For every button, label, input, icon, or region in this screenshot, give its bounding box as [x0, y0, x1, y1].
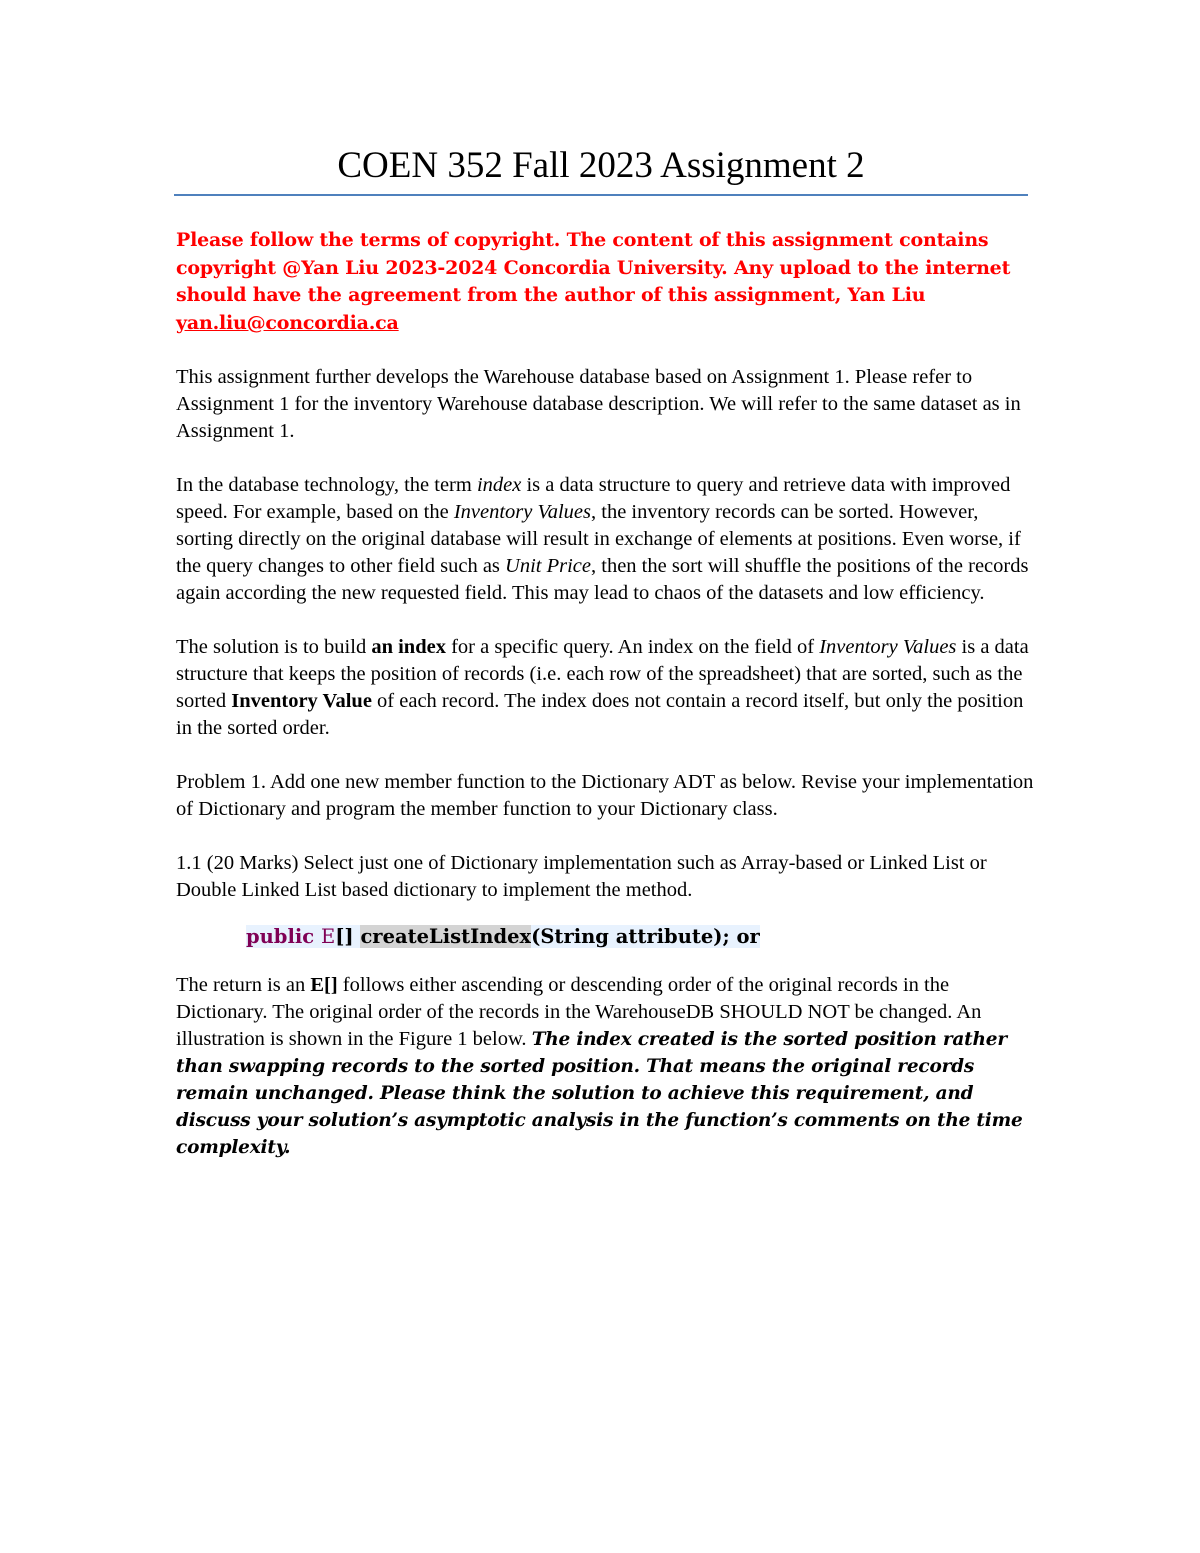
- bold-term: an index: [371, 636, 446, 658]
- solution-paragraph: [176, 634, 1036, 742]
- requirement-emphasis: The index created is the sorted position rather than swapping records to the sorted position. That means the original records remain unchanged. Please think the solution to achieve this requirement, and discuss your solution’s asymptotic analysis in the function’s comments on the time complexity.: [176, 1029, 1023, 1158]
- bold-term: Inventory Value: [231, 690, 372, 712]
- method-signature: [246, 922, 1036, 952]
- text-run: The return is an: [176, 974, 311, 996]
- problem-1-paragraph: Problem 1. Add one new member function to the Dictionary ADT as below. Revise your implementation of Dictionary and program the member function to your Dictionary class.: [176, 771, 1034, 820]
- code-brackets: []: [335, 925, 361, 948]
- text-run: follows either ascending or descending order of the original records in the Dictionary. The original order of the records in the WarehouseDB SHOULD NOT be changed. An illustration is shown in the Figure 1 below.: [176, 974, 982, 1050]
- title-underline: [174, 194, 1028, 196]
- text-run: is a data structure that keeps the position of records (i.e. each row of the spreadsheet) that are sorted, such as the sorted: [176, 636, 1029, 712]
- bold-term: E[]: [310, 974, 338, 996]
- author-email-link[interactable]: yan.liu@concordia.ca: [176, 311, 399, 334]
- return-description-paragraph: [176, 972, 1036, 1161]
- document-title: COEN 352 Fall 2023 Assignment 2: [337, 145, 865, 186]
- italic-term: Unit Price: [505, 555, 591, 577]
- text-run: for a specific query. An index on the field of: [445, 636, 820, 658]
- italic-term: index: [476, 474, 522, 496]
- text-run: The solution is to build: [176, 636, 372, 658]
- italic-term: Inventory Values: [453, 501, 592, 523]
- document-body: [176, 227, 1036, 1188]
- text-run: of each record. The index does not contain a record itself, but only the position in the sorted order.: [176, 690, 1024, 739]
- index-definition-paragraph: [176, 472, 1036, 607]
- text-run: is a data structure to query and retrieve data with improved speed. For example, based on the: [176, 474, 1011, 523]
- code-arguments: (String attribute); or: [531, 925, 760, 948]
- intro-paragraph: This assignment further develops the Warehouse database based on Assignment 1. Please refer to Assignment 1 for the inventory Warehouse database description. We will refer to the same dataset as in Assignment 1.: [176, 366, 1021, 442]
- problem-1-1-paragraph: 1.1 (20 Marks) Select just one of Dictionary implementation such as Array-based or Linked List or Double Linked List based dictionary to implement the method.: [176, 852, 987, 901]
- copyright-notice-text: Please follow the terms of copyright. The content of this assignment contains copyright @Yan Liu 2023-2024 Concordia University. Any upload to the internet should have the agreement from the author of this assignment, Yan Liu: [176, 229, 1011, 306]
- code-method-name: createListIndex: [360, 925, 532, 948]
- text-run: In the database technology, the term: [176, 474, 477, 496]
- code-keyword: public: [246, 925, 315, 948]
- text-run: , the inventory records can be sorted. However, sorting directly on the original database will result in exchange of elements at positions. Even worse, if the query changes to other field such as: [176, 501, 1021, 577]
- text-run: , then the sort will shuffle the positions of the records again according the new requested field. This may lead to chaos of the datasets and low efficiency.: [176, 555, 1029, 604]
- code-type: E: [320, 925, 336, 948]
- copyright-notice: [176, 227, 1036, 337]
- italic-term: Inventory Values: [819, 636, 957, 658]
